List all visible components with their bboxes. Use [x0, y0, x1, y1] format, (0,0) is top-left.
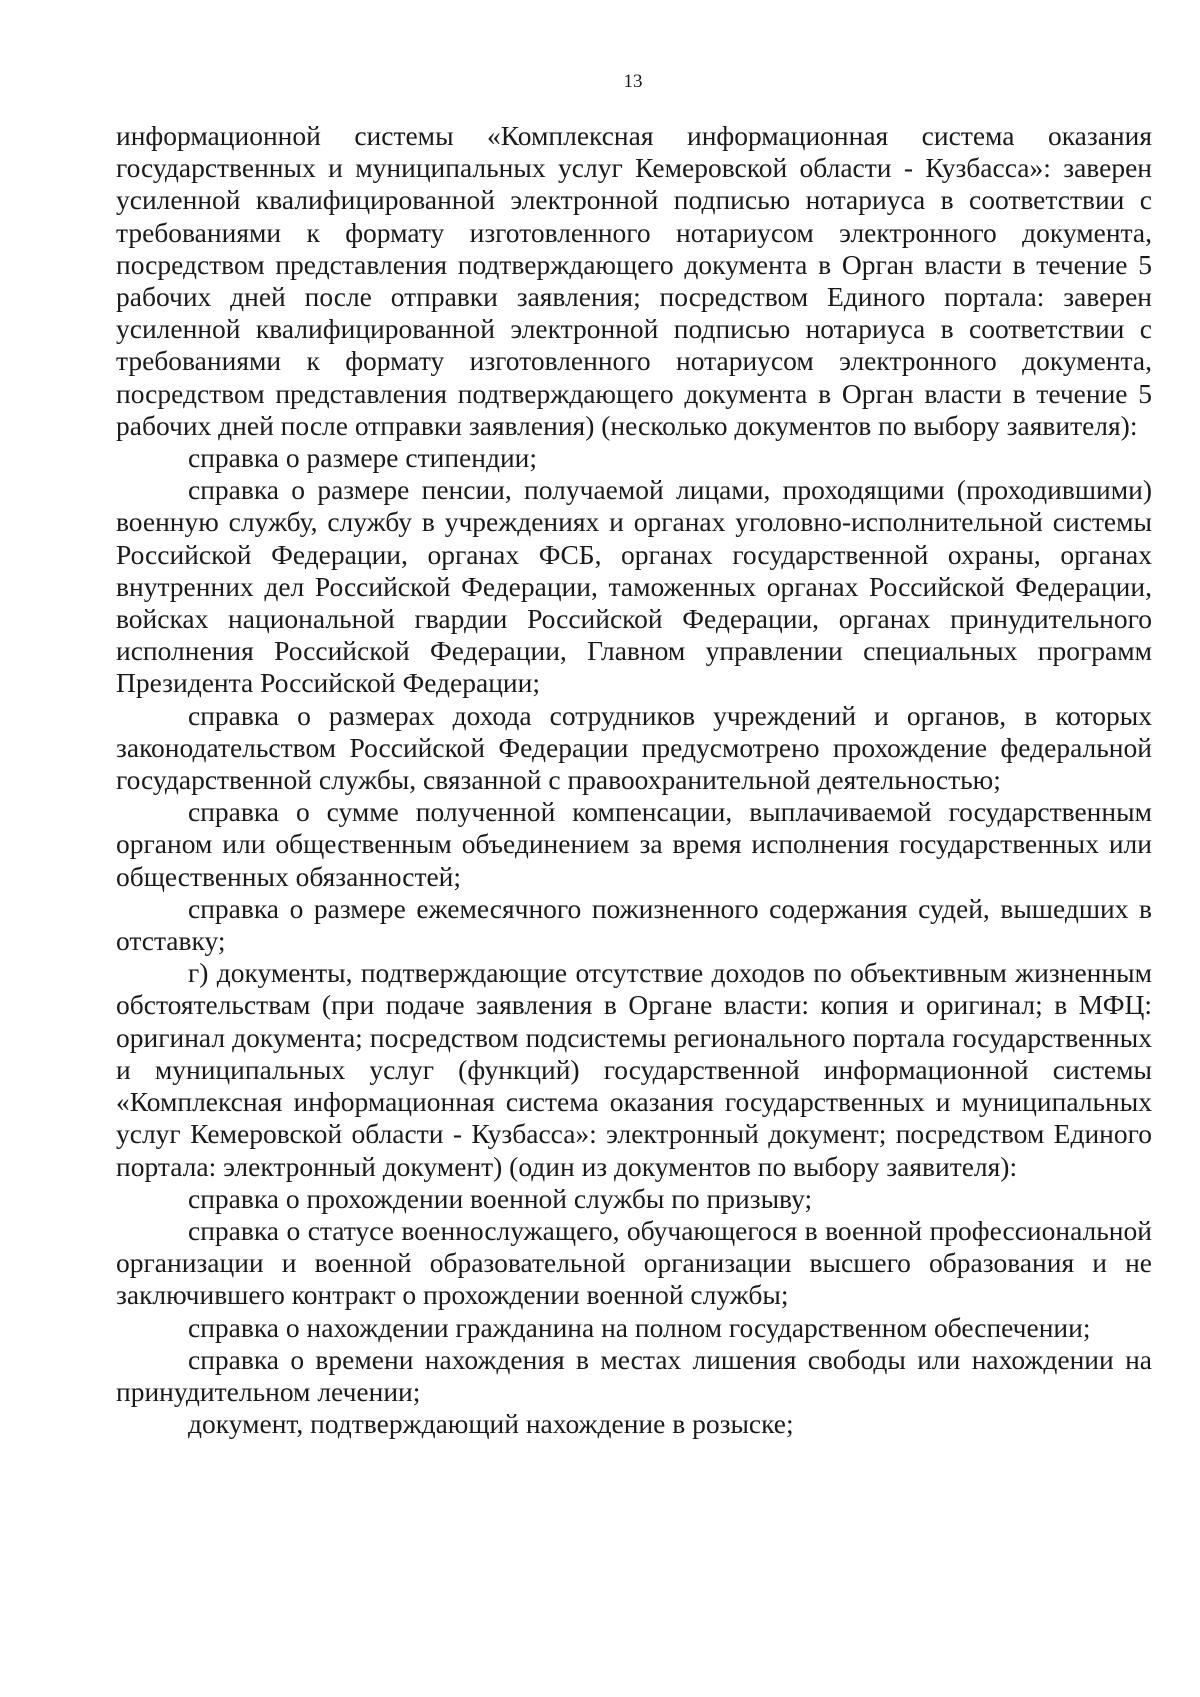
- list-item: справка о размере стипендии;: [188, 442, 538, 474]
- list-item: справка о нахождении гражданина на полном государственном обеспечении;: [188, 1311, 1091, 1343]
- list-item: документ, подтверждающий нахождение в розыске;: [188, 1408, 794, 1440]
- list-item: справка о сумме полученной компенсации, выплачиваемой государственным органом или общественным объединением за время исполнения государственных или общественных обязанностей;: [116, 796, 1152, 892]
- page-number: 13: [623, 71, 643, 92]
- list-item: справка о размере ежемесячного пожизненного содержания судей, вышедших в отставку;: [116, 892, 1152, 957]
- list-item: справка о размере пенсии, получаемой лицами, проходящими (проходившими) военную службу, службу в учреждениях и органах уголовно-исполнительной системы Российской Федерации, органах ФСБ, органах государственной охраны, органах внутренних дел Российской Федерации, таможенных органах Российской Федерации, войсках национальной гвардии Российской Федерации, органах принудительного исполнения Российской Федерации, Главном управлении специальных программ Президента Российской Федерации;: [116, 474, 1152, 699]
- section-item-g: г) документы, подтверждающие отсутствие доходов по объективным жизненным обстоятельствам (при подаче заявления в Органе власти: копия и оригинал; в МФЦ: оригинал документа; посредством подсистемы регионального портала государственных и муниципальных услуг (функций) государственной информационной системы «Комплексная информационная система оказания государственных и муниципальных услуг Кемеровской области - Кузбасса»: электронный документ; посредством Единого портала: электронный документ) (один из документов по выбору заявителя):: [116, 957, 1152, 1182]
- document-body: [116, 120, 1152, 1440]
- paragraph-continuation: информационной системы «Комплексная информационная система оказания государственных и муниципальных услуг Кемеровской области - Кузбасса»: заверен усиленной квалифицированной электронной подписью нотариуса в соответствии с требованиями к формату изготовленного нотариусом электронного документа, посредством представления подтверждающего документа в Орган власти в течение 5 рабочих дней после отправки заявления; посредством Единого портала: заверен усиленной квалифицированной электронной подписью нотариуса в соответствии с требованиями к формату изготовленного нотариусом электронного документа, посредством представления подтверждающего документа в Орган власти в течение 5 рабочих дней после отправки заявления) (несколько документов по выбору заявителя):: [116, 120, 1152, 441]
- list-item: справка о прохождении военной службы по призыву;: [188, 1182, 813, 1214]
- list-item: справка о статусе военнослужащего, обучающегося в военной профессиональной организации и военной образовательной организации высшего образования и не заключившего контракт о прохождении военной службы;: [116, 1214, 1152, 1311]
- list-item: справка о размерах дохода сотрудников учреждений и органов, в которых законодательством Российской Федерации предусмотрено прохождение федеральной государственной службы, связанной с правоохранительной деятельностью;: [116, 699, 1152, 796]
- list-item: справка о времени нахождения в местах лишения свободы или нахождении на принудительном лечении;: [116, 1343, 1152, 1407]
